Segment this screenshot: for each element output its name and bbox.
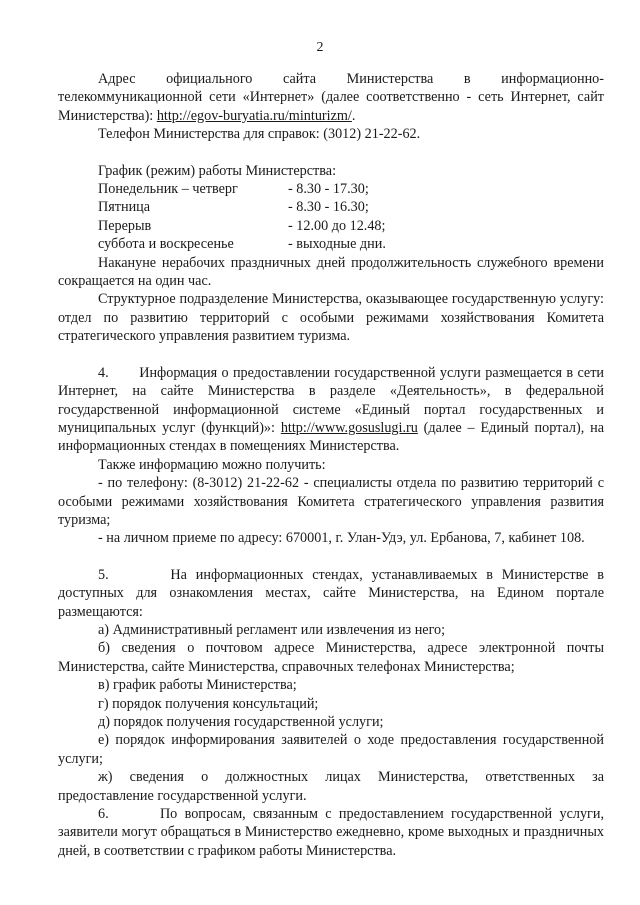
ministry-site-link[interactable]: http://egov-buryatia.ru/minturizm/	[156, 107, 352, 124]
schedule-day: Перерыв	[98, 217, 152, 234]
schedule-row	[98, 180, 604, 198]
schedule-time: - 12.00 до 12.48;	[288, 217, 386, 234]
schedule-block	[98, 162, 604, 254]
page-number: 2	[316, 40, 324, 55]
section-5-item: д) порядок получения государственной услуги;	[98, 714, 384, 730]
schedule-time: - 8.30 - 17.30;	[288, 181, 369, 198]
section-5-item: а) Административный регламент или извлечения из него;	[98, 621, 446, 638]
schedule-row	[98, 198, 604, 216]
section-6-text: По вопросам, связанным с предоставлением государственной услуги, заявители могут обращаться в Министерство ежедневно, кроме выходных и праздничных дней, в соответствии с графиком работы Министерства.	[58, 806, 605, 859]
schedule-day: Пятница	[98, 199, 151, 216]
holiday-note: Накануне нерабочих праздничных дней продолжительность служебного времени сокращается на один час.	[58, 254, 604, 290]
section-5-item: б) сведения о почтовом адресе Министерства, адресе электронной почты Министерства, сайте Министерства, справочных телефонах Министерства;	[58, 640, 604, 675]
section-4-text-a: Информация о предоставлении государственной услуги размещается в сети Интернет, на сайте Министерства в разделе «Деятельность», в федеральной государственной информационной системе «Единый портал государственных и муниципальных услуг (функций)»:	[58, 364, 605, 436]
schedule-time: - 8.30 - 16.30;	[288, 199, 369, 216]
schedule-row	[98, 217, 604, 235]
section-5-paragraph	[58, 566, 604, 621]
document-body	[58, 70, 604, 860]
schedule-time: - выходные дни.	[288, 236, 386, 253]
schedule-day: суббота и воскресенье	[98, 236, 234, 253]
section-5-item: ж) сведения о должностных лицах Министерства, ответственных за предоставление государственной услуги.	[58, 769, 604, 804]
section-4-visit-item: - на личном приеме по адресу: 670001, г. Улан-Удэ, ул. Ербанова, 7, кабинет 108.	[98, 530, 585, 547]
section-6-number: 6.	[98, 806, 109, 823]
section-5-item: в) график работы Министерства;	[98, 677, 297, 694]
section-5-item: е) порядок информирования заявителей о ходе предоставления государственной услуги;	[58, 732, 604, 767]
phone-paragraph: Телефон Министерства для справок: (3012) 21-22-62.	[98, 126, 421, 143]
section-4-also: Также информацию можно получить:	[98, 456, 326, 473]
schedule-title: График (режим) работы Министерства:	[98, 162, 337, 179]
schedule-row	[98, 235, 604, 253]
section-6-paragraph	[58, 805, 604, 860]
section-5-number: 5.	[98, 566, 109, 583]
section-5-text: На информационных стендах, устанавливаемых в Министерстве в доступных для ознакомления местах, сайте Министерства, на Едином портале размещаются:	[58, 566, 605, 620]
section-4-text-b: (далее – Единый портал), на информационных стендах в помещениях Министерства.	[58, 419, 604, 455]
site-paragraph	[58, 70, 604, 125]
site-end: .	[351, 107, 356, 124]
section-4-phone-item: - по телефону: (8-3012) 21-22-62 - специалисты отдела по развитию территорий с особыми режимами хозяйствования Комитета стратегического управления развития туризма;	[58, 475, 604, 528]
gosuslugi-link[interactable]: http://www.gosuslugi.ru	[280, 419, 418, 436]
section-4-paragraph	[58, 364, 604, 456]
schedule-day: Понедельник – четверг	[98, 181, 238, 198]
division-paragraph: Структурное подразделение Министерства, оказывающее государственную услугу: отдел по развитию территорий с особыми режимами хозяйствования Комитета стратегического управления развитием туризма.	[58, 291, 604, 345]
site-text: Адрес официального сайта Министерства в информационно-телекоммуникационной сети «Интернет» (далее соответственно - сеть Интернет, сайт Министерства):	[58, 71, 604, 124]
section-4-number: 4.	[98, 364, 109, 381]
section-5-item: г) порядок получения консультаций;	[98, 695, 319, 712]
